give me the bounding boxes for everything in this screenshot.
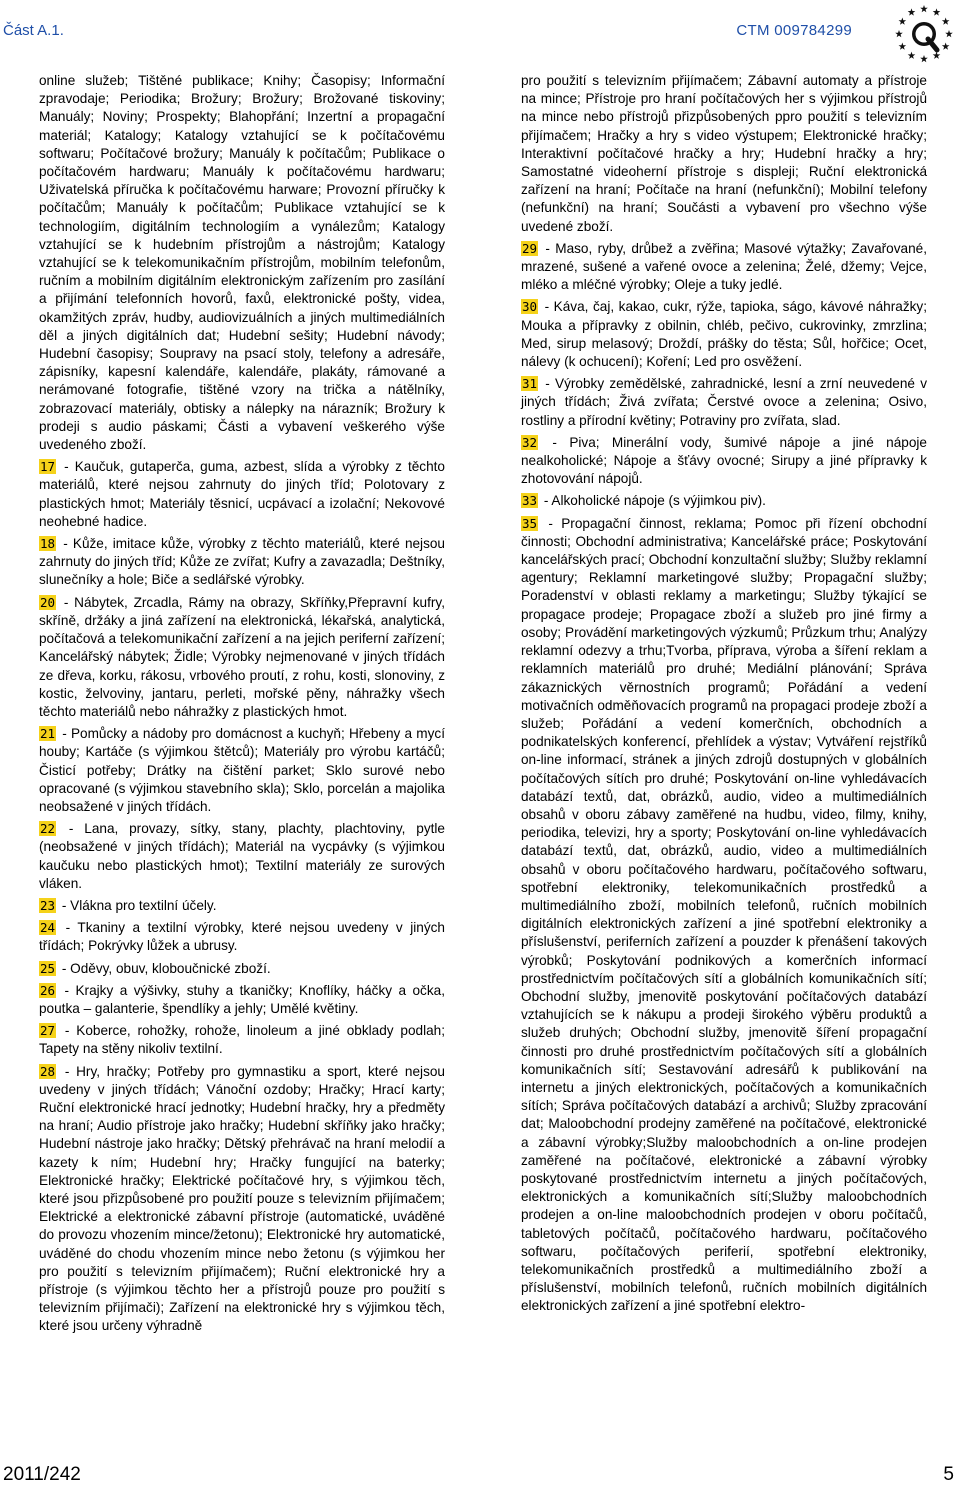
class-text: - Maso, ryby, drůbež a zvěřina; Masové výtažky; Zavařované, mrazené, sušené a vařené ovoce a zelenina; Želé, džemy; Vejce, mléko a mléčné výrobky; Oleje a tuky jedlé. xyxy=(521,240,927,293)
class-number: 24 xyxy=(40,920,56,936)
class-text: - Piva; Minerální vody, šumivé nápoje a jiné nápoje nealkoholické; Nápoje a šťávy ovocné; Sirupy a jiné přípravky k zhotovování nápojů. xyxy=(521,434,927,487)
class-paragraph xyxy=(39,982,445,1018)
class-number: 30 xyxy=(522,299,538,315)
part-label: Část A.1. xyxy=(3,22,64,39)
class-text: pro použití s televizním přijímačem; Zábavní automaty a přístroje na mince; Přístroje pro hraní počítačových her s výjimkou přístrojů na mince nebo přístrojů přizpůsobených ppro použití s televizním přijímačem; Hračky a hry s video výstupem; Elektronické hračky; Interaktivní počítačové hračky a hry; Hudební hračky a hry; Samostatné videoherní přístroje s displeji; Ruční elektronická zařízení na hraní; Počítače na hraní (nefunkční); Mobilní telefony (nefunkční) na hraní; Součásti a vybavení pro všechno výše uvedené zboží. xyxy=(521,73,927,234)
class-paragraph xyxy=(39,820,445,893)
class-paragraph xyxy=(39,1022,445,1058)
class-number: 29 xyxy=(522,240,538,256)
class-number: 22 xyxy=(40,821,56,837)
class-paragraph xyxy=(39,72,445,454)
star-icon xyxy=(920,55,928,62)
class-number: 32 xyxy=(522,434,538,450)
class-text: - Hry, hračky; Potřeby pro gymnastiku a sport, které nejsou uvedeny v jiných třídách; Vánoční ozdoby; Hračky; Hrací karty; Ruční elektronické hrací jednotky; Hudební hračky, hry a předměty na hraní; Audio přístroje jako hračky; Hudební skříňky jako hračky; Hudební nástroje jako hračky; Dětský přehrávač na hraní melodií a kazety k ním; Hudební hry; Hračky fungující na baterky; Elektronické hračky; Elektrické počítačové hry, s výjimkou těch, které jsou přizpůsobené pro použití pouze s televizním přijímačem; Elektrické a elektronické zábavní přístroje (automatické, uváděné do provozu vhozením mince/žetonu); Elektronické hry automatické, uváděné do chodu vhozením mince nebo žetonu (s výjimkou her pro použití s televizním přijímačem); Ruční elektronické hry a přístroje (s výjimkou těchto her a přístrojů pouze pro použití s televizním přijímači); Zařízení na elektronické hry s výjimkou těch, které jsou určeny výhradně xyxy=(39,1063,445,1334)
star-icon xyxy=(899,18,907,25)
class-text: - Vlákna pro textilní účely. xyxy=(58,897,217,913)
star-icon xyxy=(895,30,903,37)
class-text: - Koberce, rohožky, rohože, linoleum a jiné obklady podlah; Tapety na stěny nikoliv textilní. xyxy=(39,1023,445,1057)
right-column xyxy=(521,72,927,1320)
class-text: - Krajky a výšivky, stuhy a tkaničky; Knoflíky, háčky a očka, poutka – galanterie, špendlíky a jehly; Umělé květiny. xyxy=(39,982,445,1016)
class-paragraph xyxy=(521,72,927,236)
class-paragraph xyxy=(521,492,927,510)
class-number: 23 xyxy=(40,897,56,913)
class-text: - Kaučuk, gutaperča, guma, azbest, slída a výrobky z těchto materiálů, které nejsou zahrnuty do jiných tříd; Polotovary z plastických hmot; Materiály těsnicí, ucpávací a izolační; Nekovové neohebné hadice. xyxy=(39,459,445,529)
class-paragraph xyxy=(521,434,927,489)
class-paragraph xyxy=(39,1063,445,1336)
issue-number: 2011/242 xyxy=(3,1464,81,1485)
class-text: - Nábytek, Zrcadla, Rámy na obrazy, Skříňky,Přepravní kufry, skříně, držáky a jiná zařízení na elektronická, lékařská, analytická, počítačová a telekomunikační zařízení a na jejich periferní zařízení; Kancelářský nábytek; Židle; Výrobky nejmenované v jiných třídách ze dřeva, korku, rákosu, vrbového proutí, z rohu, kosti, slonoviny, z kostic, želvoviny, jantaru, perleti, mořské pěny, náhražky všech těchto materiálů nebo náhražky z plastických hmot. xyxy=(39,594,445,719)
class-number: 21 xyxy=(40,726,56,742)
class-number: 33 xyxy=(522,493,538,509)
class-paragraph xyxy=(39,535,445,590)
star-icon xyxy=(933,8,941,15)
class-number: 35 xyxy=(522,515,538,531)
eu-emblem-icon xyxy=(893,3,955,65)
class-paragraph xyxy=(39,725,445,816)
class-number: 31 xyxy=(522,376,538,392)
star-icon xyxy=(908,52,916,59)
class-number: 20 xyxy=(40,594,56,610)
star-icon xyxy=(942,18,950,25)
star-icon xyxy=(908,8,916,15)
class-paragraph xyxy=(39,594,445,721)
class-text: - Tkaniny a textilní výrobky, které nejsou uvedeny v jiných třídách; Pokrývky lůžek a ubrusy. xyxy=(39,920,445,954)
ctm-number: CTM 009784299 xyxy=(736,22,852,39)
star-icon xyxy=(899,43,907,50)
class-paragraph xyxy=(521,298,927,371)
class-text: - Káva, čaj, kakao, cukr, rýže, tapioka, ságo, kávové náhražky; Mouka a přípravky z obilnin, chléb, pečivo, cukrovinky, zmrzlina; Med, sirup melasový; Droždí, prášky do těsta; Sůl, hořčice; Ocet, nálevy (k ochucení); Koření; Led pro osvěžení. xyxy=(521,299,927,370)
class-paragraph xyxy=(39,458,445,531)
class-paragraph xyxy=(39,919,445,955)
page-number: 5 xyxy=(943,1464,954,1485)
class-text: - Lana, provazy, sítky, stany, plachty, plachtoviny, pytle (neobsažené v jiných třídách); Materiál na vycpávky (s výjimkou kaučuku nebo plastických hmot); Textilní materiály ze surových vláken. xyxy=(39,821,445,891)
class-number: 28 xyxy=(40,1063,56,1079)
class-number: 27 xyxy=(40,1023,56,1039)
star-icon xyxy=(942,43,950,50)
class-number: 18 xyxy=(40,536,56,552)
star-icon xyxy=(920,5,928,12)
class-paragraph xyxy=(39,960,445,978)
class-number: 26 xyxy=(40,982,56,998)
class-text: - Oděvy, obuv, kloboučnické zboží. xyxy=(58,960,271,976)
class-text: - Propagační činnost, reklama; Pomoc při řízení obchodní činnosti; Obchodní administrativa; Kancelářské práce; Poskytování kancelářských prací; Obchodní konzultační služby; Služby reklamní agentury; Reklamní marketingové služby; Propagační služby; Poradenství v oblasti reklamy a marketingu; Služby týkající se propagace prodeje; Propagace zboží a služeb pro jiné firmy a osoby; Provádění marketingových výzkumů; Průzkum trhu; Analýzy reklamní odezvy a trhu;Tvorba, příprava, výroba a šíření reklam a reklamních materiálů pro druhé; Mediální plánování; Správa zákaznických věrnostních programů; Pořádání a vedení motivačních odměňovacích programů na propagaci prodeje zboží a služeb; Pořádání a vedení komerčních, obchodních a podnikatelských konferencí, přehlídek a výstav; Vytváření rejstříků on-line informací, stránek a jiných zdrojů dostupných v globálních počítačových sítích pro druhé; Poskytování on-line vyhledávacích databází textů, dat, obrázků, audio, video a multimediálních obsahů v oboru zábavy zaměřené na hudbu, video, filmy, knihy, periodika, televizi, hry a sporty; Poskytování on-line vyhledávacích databází textů, dat, obrázků, audio, video a multimediálních obsahů v oboru počítačového hardwaru, počítačového softwaru, spotřební elektroniky, telekomunikačních prostředků a multimediálního zboží, mobilních telefonů, ručních mobilních digitálních elektronických zařízení a jiné spotřební elektroniky a příslušenství, periferních zařízení a pouzder k přenášení takových výrobků; Poskytování podnikových a komerčních informací prostřednictvím počítačových sítí a globálních komunikačních sítí; Obchodní služby, jmenovitě poskytování počítačových databází vztahujících se k nákupu a prodeji širokého výběru produktů a služeb druhých; Obchodní služby, jmenovitě šíření propagační činnosti pro druhé prostřednictvím počítačových sítí a globálních komunikačních sítí; Sestavování adresářů k publikování na internetu a jiných elektronických, počítačových a komunikačních sítích; Správa počítačových databází a archivů; Služby zpracování dat; Maloobchodní prodejny zaměřené na počítačové, elektronické a zábavní výrobky;Služby maloobchodních a on-line prodejen zaměřené na počítačové, elektronické a zábavní výrobky poskytované prostřednictvím internetu a jiných počítačových, elektronických a komunikačních sítí;Služby maloobchodních prodejen a on-line maloobchodních prodejen v oboru počítačů, tabletových počítačů, počítačového hardwaru, počítačového softwaru, počítačových periferií, spotřební elektroniky, telekomunikačních prostředků a multimediálního zboží a příslušenství, mobilních telefonů, ručních mobilních digitálních elektronických zařízení a jiné spotřební elektro- xyxy=(521,515,927,1314)
class-text: - Alkoholické nápoje (s výjimkou piv). xyxy=(540,493,766,509)
class-text: - Kůže, imitace kůže, výrobky z těchto materiálů, které nejsou zahrnuty do jiných tříd; Kůže ze zvířat; Kufry a zavazadla; Deštníky, slunečníky a hole; Biče a sedlářské výrobky. xyxy=(39,536,445,588)
star-icon xyxy=(933,52,941,59)
class-text: online služeb; Tištěné publikace; Knihy; Časopisy; Informační zpravodaje; Periodika; Brožury; Brožury; Brožované tiskoviny; Manuály; Noviny; Prospekty; Blahopřání; Inzertní a propagační materiál; Katalogy; Katalogy vztahující se k počítačovému softwaru; Počítačové brožury; Manuály k počítačům; Publikace o počítačovém hardwaru; Manuály k počítačovému hardwaru; Uživatelská příručka k počítačovému harware; Provozní příručky k počítačům; Manuály k počítačům; Publikace vztahující se k technologiím, digitálním technologiím a vynálezům; Katalogy vztahující se k hudebním přístrojům a nástrojům; Katalogy vztahující se k telekomunikačním přístrojům, mobilním telefonům, ručním a mobilním digitálním elektronickým zařízením pro zasílání a přijímání telefonních hovorů, faxů, elektronické pošty, videa, okamžitých zpráv, hudby, audiovizuálních a jiných multimediálních děl a jiných digitálních dat; Hudební sešity; Hudební návody; Hudební časopisy; Soupravy na psací stoly, telefony a adresáře, zápisníky, kapesní kalendáře, kalendáře, plakáty, rámované a nerámované fotografie, tištěné vzory na trička a nátělníky, zobrazovací materiály, obtisky a nálepky na nárazník; Brožury k prodeji s audio páskami; Části a vybavení veškerého výše uvedeného zboží. xyxy=(39,73,445,453)
star-icon xyxy=(945,30,953,37)
left-column xyxy=(39,72,445,1340)
class-number: 25 xyxy=(40,960,56,976)
class-paragraph xyxy=(521,240,927,295)
class-paragraph xyxy=(521,515,927,1316)
class-paragraph xyxy=(521,375,927,430)
class-number: 17 xyxy=(40,459,56,475)
class-text: - Výrobky zemědělské, zahradnické, lesní a zrní neuvedené v jiných třídách; Živá zvířata; Čerstvé ovoce a zelenina; Osivo, rostliny a přírodní květiny; Potraviny pro zvířata, slad. xyxy=(521,376,927,428)
class-text: - Pomůcky a nádoby pro domácnost a kuchyň; Hřebeny a mycí houby; Kartáče (s výjimkou štětců); Materiály pro výrobu kartáčů; Čisticí potřeby; Drátky na čištění parket; Sklo surové nebo opracované (s výjimkou stavebního skla); Sklo, porcelán a majolika neobsažené v jiných třídách. xyxy=(39,726,445,814)
class-paragraph xyxy=(39,897,445,915)
